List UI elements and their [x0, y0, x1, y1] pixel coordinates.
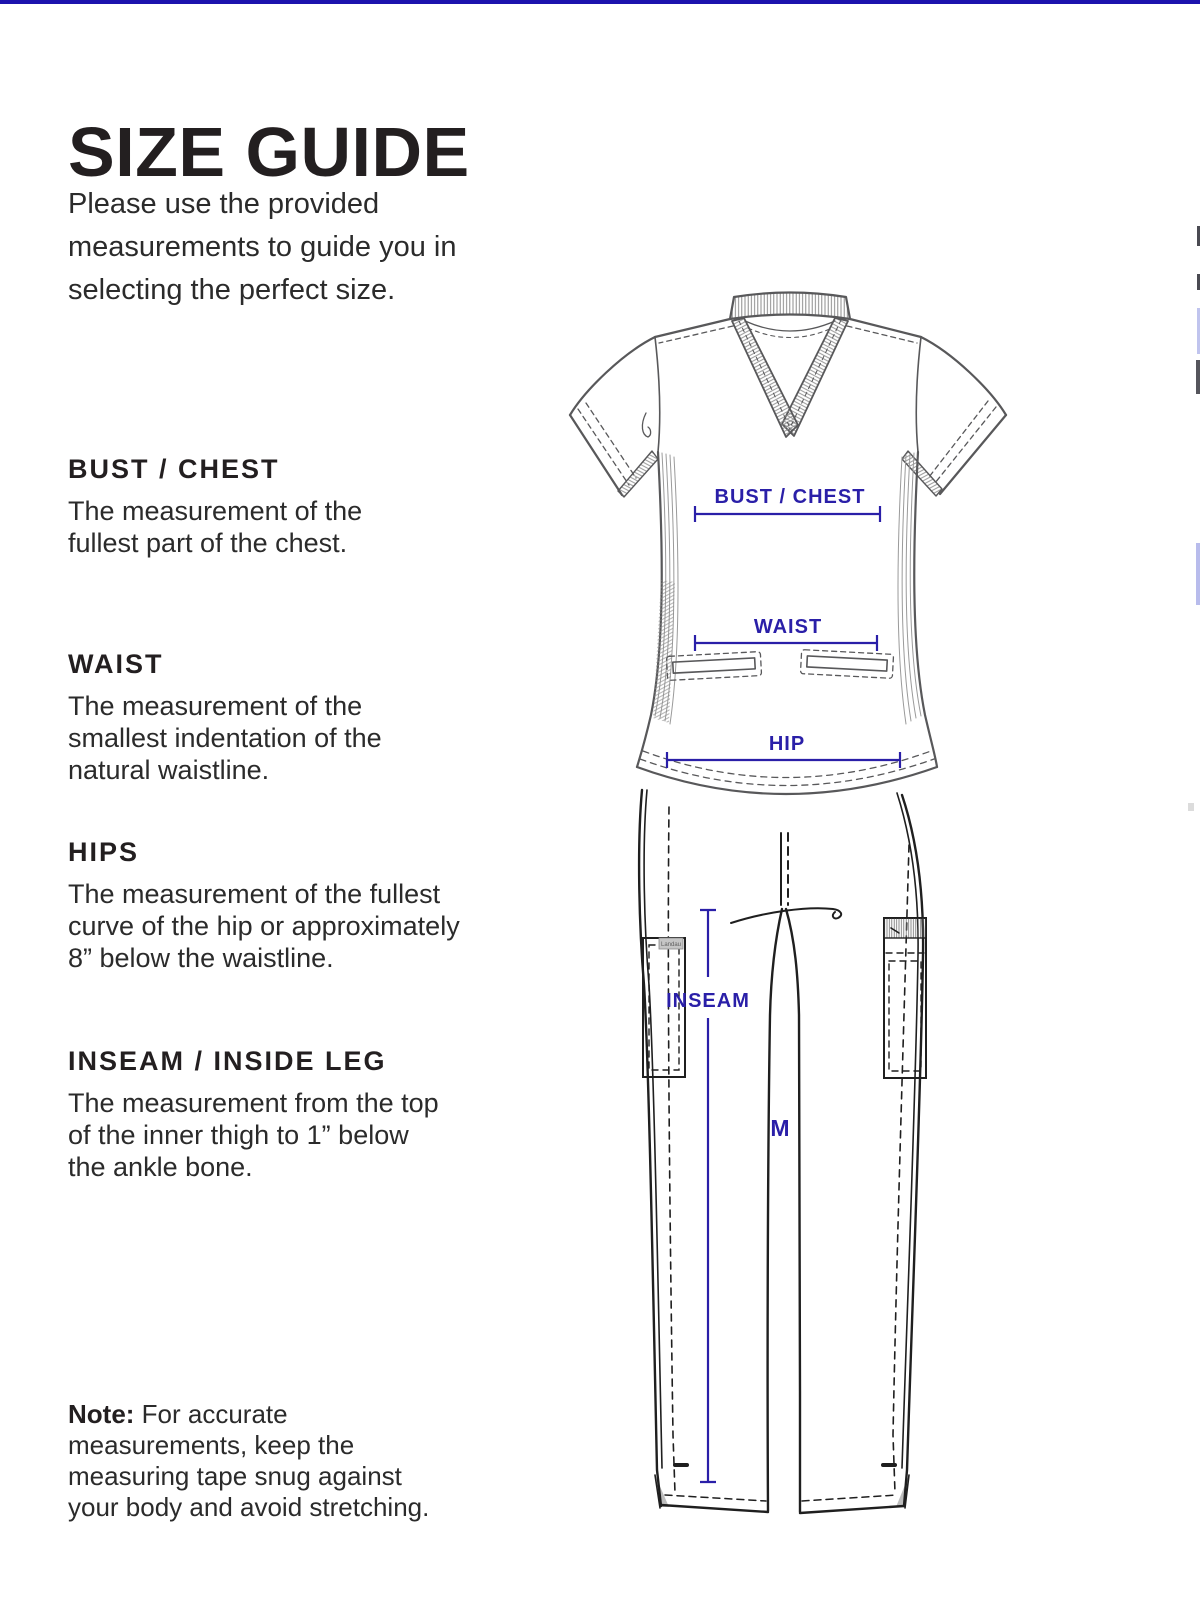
section-bust-chest [68, 454, 538, 559]
section-body-line: the ankle bone. [68, 1152, 253, 1182]
section-body-line: curve of the hip or approximately [68, 911, 460, 941]
hip-measure-label: HIP [768, 733, 806, 755]
note-label: Note: [68, 1399, 135, 1429]
pants-right-inner-edge [786, 909, 800, 1512]
collar-top-band [730, 293, 850, 320]
section-hips [68, 837, 538, 974]
pants-right-hem [800, 1506, 904, 1513]
pants-drawstring [731, 908, 841, 923]
scrub-pants-illustration [639, 790, 926, 1513]
bust-measure-label: BUST / CHEST [714, 486, 866, 508]
intro-line: selecting the perfect size. [68, 274, 396, 306]
edge-artifact [1196, 360, 1200, 394]
pants-left-outer-inner-line [644, 790, 662, 1468]
section-waist [68, 649, 538, 786]
section-heading: INSEAM / INSIDE LEG [68, 1046, 387, 1076]
note-line: measuring tape snug against [68, 1461, 402, 1491]
edge-artifact [1188, 803, 1194, 811]
note-line [68, 1399, 538, 1430]
intro-text [68, 183, 538, 312]
size-letter-label: M [770, 1115, 790, 1141]
section-body-line: 8” below the waistline. [68, 943, 334, 973]
section-heading: BUST / CHEST [68, 454, 280, 484]
pocket-tag-label: Landau [660, 942, 682, 948]
scrub-top-illustration [570, 292, 1006, 794]
pants-right-outseam-stitch [893, 845, 909, 1493]
top-silhouette [570, 292, 1006, 794]
inseam-measure-line-top [700, 910, 716, 977]
inseam-measure [666, 910, 750, 1482]
pants-right-hem-stitch [802, 1495, 897, 1501]
section-body-line: natural waistline. [68, 755, 270, 785]
section-body-line: The measurement of the [68, 691, 363, 721]
scrubs-size-diagram [545, 285, 1015, 1530]
section-heading: HIPS [68, 837, 140, 867]
intro-line: Please use the provided [68, 188, 380, 220]
note-line: your body and avoid stretching. [68, 1492, 430, 1522]
note-text [68, 1399, 538, 1523]
section-inseam [68, 1046, 538, 1183]
edge-artifact [1196, 543, 1200, 605]
page-title: SIZE GUIDE [68, 112, 470, 191]
pants-left-inner-edge [768, 909, 782, 1511]
pants-left-hem [661, 1505, 768, 1512]
top-border-line [0, 0, 1200, 4]
pants-left-outer-edge [639, 790, 661, 1506]
section-body-line: The measurement of the fullest [68, 879, 441, 909]
section-heading: WAIST [68, 649, 164, 679]
section-body-line: The measurement from the top [68, 1088, 439, 1118]
section-body-line: of the inner thigh to 1” below [68, 1120, 409, 1150]
section-body-line: smallest indentation of the [68, 723, 382, 753]
waist-measure-label: WAIST [753, 616, 823, 638]
note-line-rest: For accurate [134, 1399, 288, 1429]
pants-left-outseam-stitch [668, 807, 675, 1493]
intro-line: measurements to guide you in [68, 231, 457, 263]
section-body-line: The measurement of the [68, 496, 363, 526]
inseam-measure-line-bottom [700, 1018, 716, 1482]
note-line: measurements, keep the [68, 1430, 355, 1460]
section-body-line: fullest part of the chest. [68, 528, 348, 558]
pants-left-hem-stitch [665, 1495, 766, 1501]
inseam-measure-label: INSEAM [666, 990, 750, 1012]
